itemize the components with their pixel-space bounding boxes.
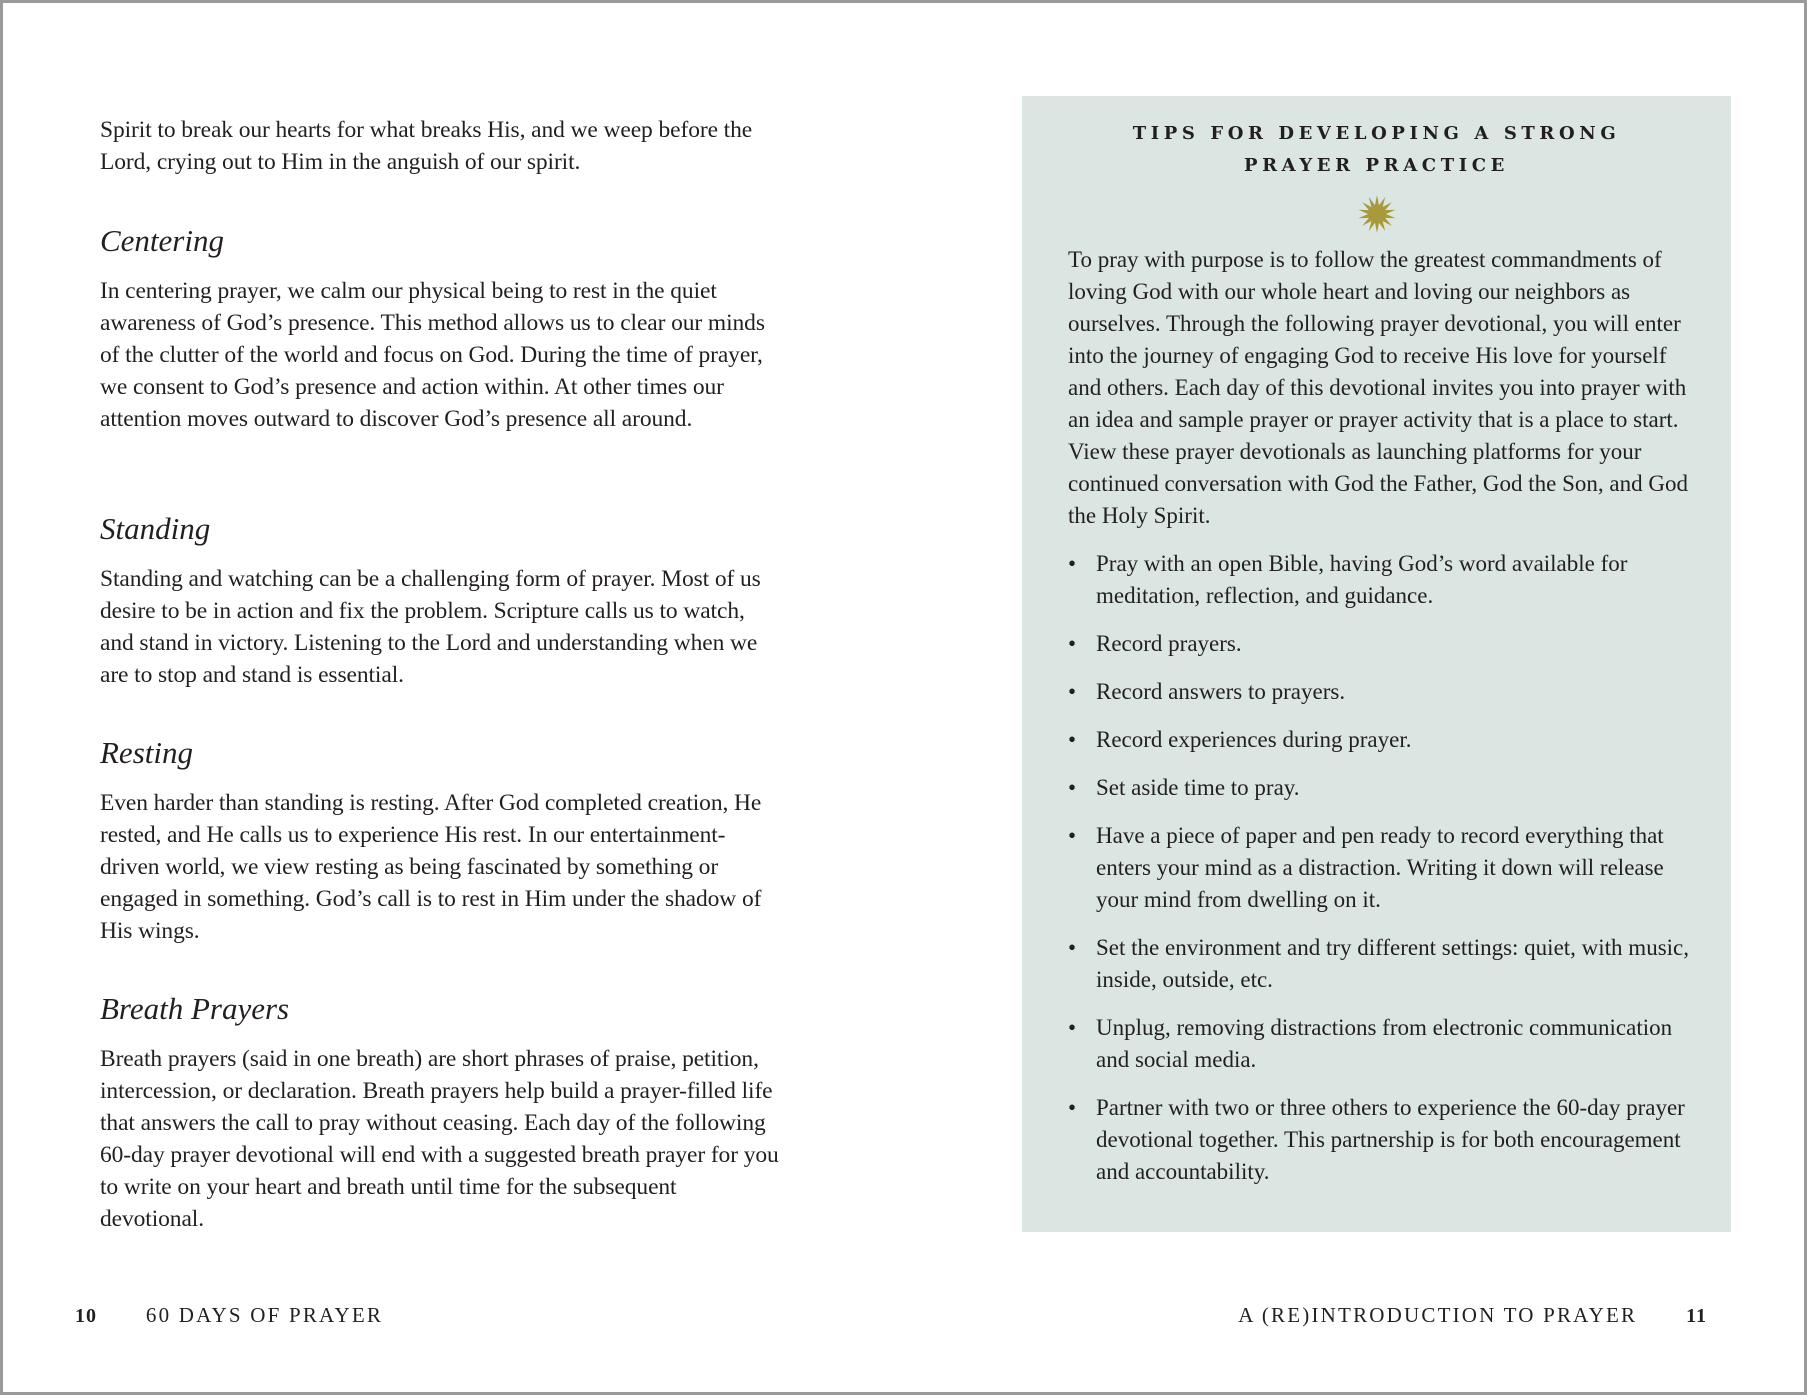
- bullet-icon: •: [1068, 775, 1077, 800]
- sidebar-title-line: PRAYER PRACTICE: [1243, 155, 1509, 176]
- tip-item: [1068, 932, 1698, 996]
- page-number: 11: [1686, 1305, 1707, 1327]
- section-heading: Resting: [100, 735, 193, 770]
- section-body: Breath prayers (said in one breath) are short phrases of praise, petition, intercession, or declaration. Breath prayers help build a prayer-filled life that answers the call to pray without ceasing. Each day of the following 60-day prayer devotional will end with a suggested breath prayer for you to write on your heart and breath until time for the subsequent devotional.: [100, 1046, 779, 1232]
- page-number: 10: [75, 1305, 97, 1327]
- tip-item: [1068, 1092, 1698, 1188]
- bullet-icon: •: [1068, 1095, 1077, 1120]
- section-heading: Standing: [100, 511, 211, 546]
- tip-text: Partner with two or three others to experience the 60-day prayer devotional together. This partnership is for both encouragement and accountability.: [1096, 1095, 1685, 1184]
- section-body: Standing and watching can be a challenging form of prayer. Most of us desire to be in action and fix the problem. Scripture calls us to watch, and stand in victory. Listening to the Lord and understanding when we are to stop and stand is essential.: [100, 566, 761, 688]
- section-centering: [100, 221, 780, 435]
- running-head: 60 DAYS OF PRAYER: [145, 1303, 384, 1327]
- section-body: In centering prayer, we calm our physical being to rest in the quiet awareness of God’s presence. This method allows us to clear our minds of the clutter of the world and focus on God. During the time of prayer, we consent to God’s presence and action within. At other times our attention moves outward to discover God’s presence all around.: [100, 278, 765, 432]
- tip-text: Set aside time to pray.: [1096, 775, 1300, 800]
- tips-list: [1068, 548, 1698, 1204]
- bullet-icon: •: [1068, 727, 1077, 752]
- tip-item: [1068, 676, 1698, 708]
- section-standing: [100, 509, 780, 691]
- bullet-icon: •: [1068, 935, 1077, 960]
- sidebar-title-line: TIPS FOR DEVELOPING A STRONG: [1132, 123, 1621, 144]
- section-body: Even harder than standing is resting. After God completed creation, He rested, and He calls us to experience His rest. In our entertainment-driven world, we view resting as being fascinated by something or engaged in something. God’s call is to rest in Him under the shadow of His wings.: [100, 790, 762, 944]
- tip-text: Record prayers.: [1096, 631, 1242, 656]
- sidebar-title: [1022, 118, 1731, 182]
- tip-text: Record experiences during prayer.: [1096, 727, 1412, 752]
- section-breath-prayers: [100, 989, 780, 1235]
- tip-item: [1068, 820, 1698, 916]
- tip-item: [1068, 548, 1698, 612]
- tip-text: Record answers to prayers.: [1096, 679, 1346, 704]
- star-ornament-icon: [1357, 194, 1397, 234]
- tip-item: [1068, 1012, 1698, 1076]
- bullet-icon: •: [1068, 823, 1077, 848]
- tip-item: [1068, 628, 1698, 660]
- sidebar-intro: To pray with purpose is to follow the greatest commandments of loving God with our whole heart and loving our neighbors as ourselves. Through the following prayer devotional, you will enter into the journey of engaging God to receive His love for yourself and others. Each day of this devotional invites you into prayer with an idea and sample prayer or prayer activity that is a place to start. View these prayer devotionals as launching platforms for your continued conversation with God the Father, God the Son, and God the Holy Spirit.: [1068, 247, 1688, 528]
- tip-text: Unplug, removing distractions from electronic communication and social media.: [1096, 1015, 1673, 1072]
- section-resting: [100, 733, 780, 947]
- section-heading: Breath Prayers: [100, 991, 290, 1026]
- tip-item: [1068, 772, 1698, 804]
- bullet-icon: •: [1068, 1015, 1077, 1040]
- bullet-icon: •: [1068, 551, 1077, 576]
- tip-item: [1068, 724, 1698, 756]
- bullet-icon: •: [1068, 679, 1077, 704]
- tip-text: Set the environment and try different settings: quiet, with music, inside, outside, etc.: [1096, 935, 1689, 992]
- tip-text: Have a piece of paper and pen ready to record everything that enters your mind as a distraction. Writing it down will release your mind from dwelling on it.: [1096, 823, 1664, 912]
- section-heading: Centering: [100, 223, 224, 258]
- continuation-paragraph: Spirit to break our hearts for what breaks His, and we weep before the Lord, crying out to Him in the anguish of our spirit.: [100, 117, 753, 175]
- tips-sidebar: [1022, 96, 1731, 1232]
- tip-text: Pray with an open Bible, having God’s word available for meditation, reflection, and guidance.: [1096, 551, 1628, 608]
- left-footer: [75, 1303, 383, 1328]
- right-footer: [1238, 1303, 1707, 1328]
- bullet-icon: •: [1068, 631, 1077, 656]
- running-head: A (RE)INTRODUCTION TO PRAYER: [1238, 1303, 1638, 1327]
